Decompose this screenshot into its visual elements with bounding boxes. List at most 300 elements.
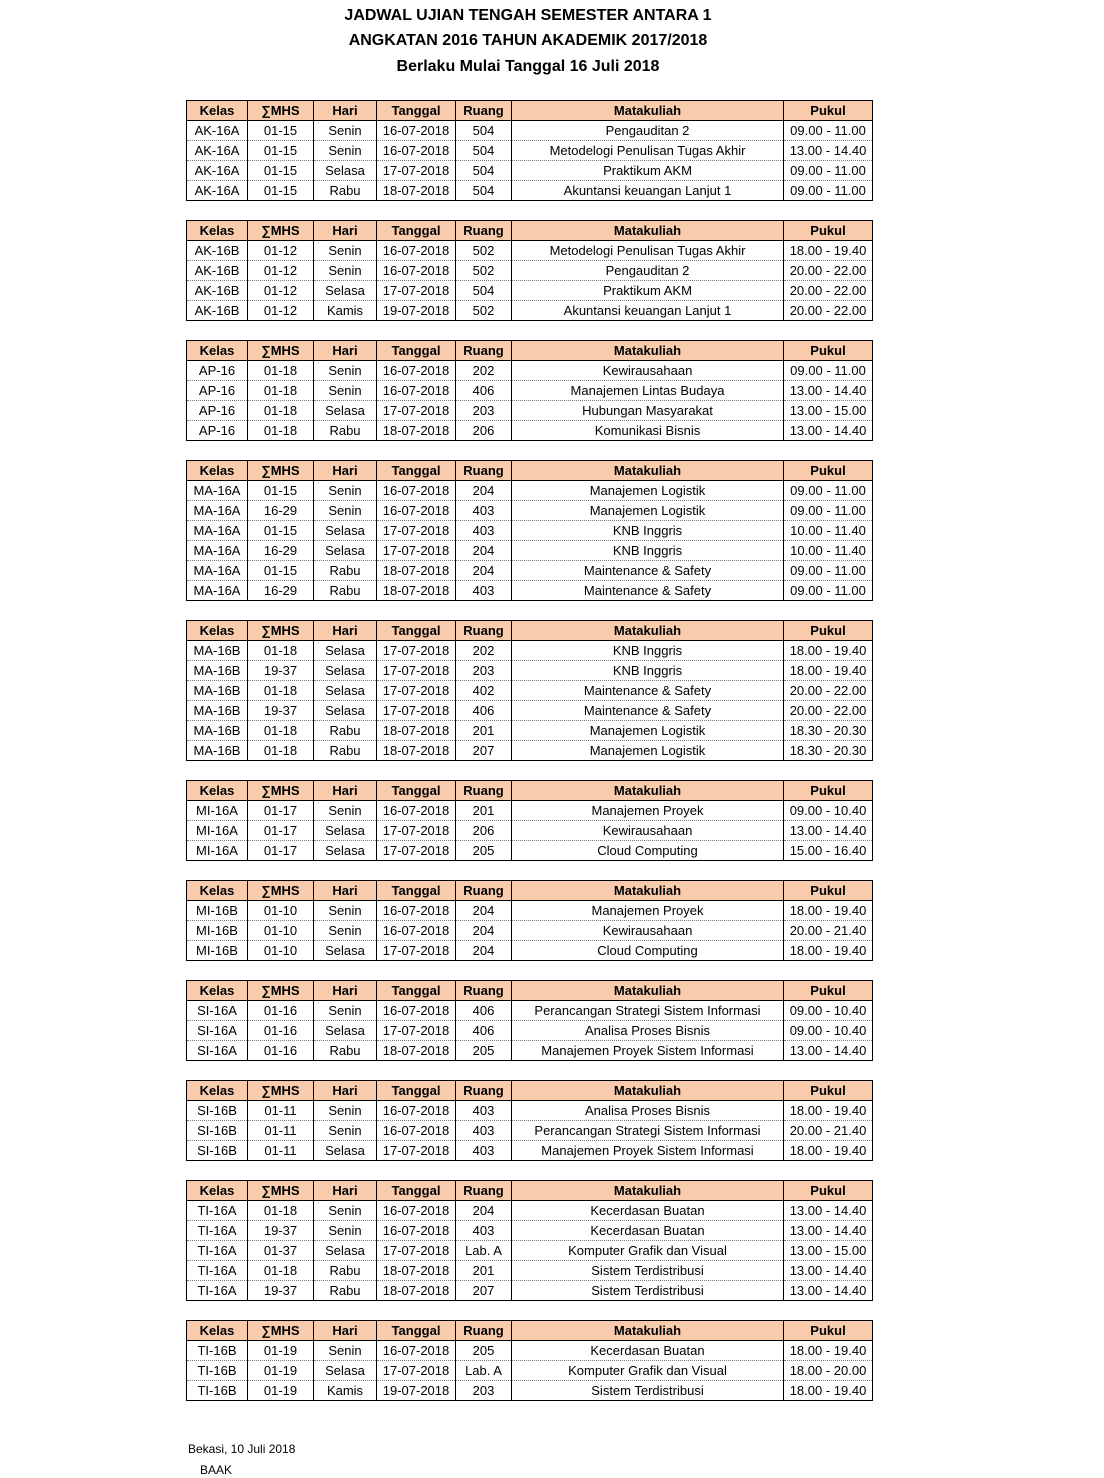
col-ruang-cell: 403 [456,1221,512,1241]
schedule-table [186,100,873,201]
table-header-row [187,981,873,1001]
header-col-pukul: Pukul [784,101,873,121]
header-col-matakuliah: Matakuliah [512,781,784,801]
col-matakuliah-cell: Kewirausahaan [512,361,784,381]
schedule-table [186,340,873,441]
table-row [187,681,873,701]
col-pukul-cell: 13.00 - 14.40 [784,141,873,161]
col-kelas-cell: AK-16B [187,241,248,261]
table-row [187,141,873,161]
col-pukul-cell: 13.00 - 14.40 [784,421,873,441]
header-col-tanggal: Tanggal [377,341,456,361]
effective-date: Berlaku Mulai Tanggal 16 Juli 2018 [396,58,660,75]
col-kelas-cell: AK-16B [187,301,248,321]
col-pukul-cell: 10.00 - 11.40 [784,541,873,561]
header-col-mhs: ∑MHS [248,101,314,121]
col-mhs-cell: 01-15 [248,161,314,181]
col-pukul-cell: 09.00 - 11.00 [784,181,873,201]
col-kelas-cell: MA-16A [187,521,248,541]
col-matakuliah-cell: Analisa Proses Bisnis [512,1101,784,1121]
table-row [187,521,873,541]
col-mhs-cell: 01-16 [248,1021,314,1041]
table-row [187,161,873,181]
header-col-matakuliah: Matakuliah [512,981,784,1001]
table-row [187,801,873,821]
col-ruang-cell: 204 [456,921,512,941]
header-col-matakuliah: Matakuliah [512,221,784,241]
col-hari-cell: Senin [314,1001,377,1021]
col-tanggal-cell: 16-07-2018 [377,921,456,941]
table-row [187,741,873,761]
col-matakuliah-cell: Manajemen Logistik [512,481,784,501]
header-col-ruang: Ruang [456,101,512,121]
col-hari-cell: Rabu [314,721,377,741]
col-hari-cell: Rabu [314,421,377,441]
col-pukul-cell: 09.00 - 10.40 [784,1021,873,1041]
header-col-hari: Hari [314,1321,377,1341]
col-hari-cell: Selasa [314,1141,377,1161]
col-mhs-cell: 01-12 [248,281,314,301]
header-col-matakuliah: Matakuliah [512,341,784,361]
col-ruang-cell: 504 [456,121,512,141]
col-hari-cell: Rabu [314,1261,377,1281]
table-row [187,641,873,661]
col-hari-cell: Senin [314,801,377,821]
col-kelas-cell: TI-16B [187,1381,248,1401]
col-kelas-cell: SI-16B [187,1141,248,1161]
table-row [187,921,873,941]
col-matakuliah-cell: Kecerdasan Buatan [512,1221,784,1241]
col-matakuliah-cell: Maintenance & Safety [512,561,784,581]
table-row [187,361,873,381]
header-col-pukul: Pukul [784,981,873,1001]
col-kelas-cell: MI-16B [187,921,248,941]
col-pukul-cell: 18.30 - 20.30 [784,741,873,761]
col-matakuliah-cell: KNB Inggris [512,661,784,681]
col-hari-cell: Selasa [314,1361,377,1381]
col-kelas-cell: AK-16B [187,281,248,301]
col-hari-cell: Senin [314,1121,377,1141]
col-mhs-cell: 01-10 [248,941,314,961]
col-matakuliah-cell: Manajemen Logistik [512,741,784,761]
col-mhs-cell: 01-11 [248,1101,314,1121]
col-hari-cell: Selasa [314,661,377,681]
col-kelas-cell: MA-16B [187,741,248,761]
col-pukul-cell: 09.00 - 11.00 [784,361,873,381]
col-ruang-cell: 206 [456,421,512,441]
col-pukul-cell: 09.00 - 11.00 [784,501,873,521]
header-col-mhs: ∑MHS [248,1081,314,1101]
col-pukul-cell: 18.00 - 19.40 [784,901,873,921]
document-title: JADWAL UJIAN TENGAH SEMESTER ANTARA 1 [344,7,712,24]
col-matakuliah-cell: Manajemen Lintas Budaya [512,381,784,401]
table-row [187,841,873,861]
col-matakuliah-cell: Komunikasi Bisnis [512,421,784,441]
col-pukul-cell: 09.00 - 11.00 [784,481,873,501]
header-col-pukul: Pukul [784,1081,873,1101]
table-header-row [187,101,873,121]
col-mhs-cell: 01-12 [248,241,314,261]
col-kelas-cell: SI-16B [187,1101,248,1121]
col-mhs-cell: 01-17 [248,821,314,841]
col-ruang-cell: 203 [456,1381,512,1401]
col-tanggal-cell: 17-07-2018 [377,1361,456,1381]
header-col-matakuliah: Matakuliah [512,461,784,481]
col-ruang-cell: 204 [456,901,512,921]
table-row [187,241,873,261]
col-kelas-cell: AK-16B [187,261,248,281]
col-hari-cell: Selasa [314,1021,377,1041]
col-tanggal-cell: 17-07-2018 [377,1021,456,1041]
header-col-hari: Hari [314,981,377,1001]
col-tanggal-cell: 17-07-2018 [377,841,456,861]
col-kelas-cell: MA-16A [187,541,248,561]
col-kelas-cell: TI-16A [187,1261,248,1281]
header-col-kelas: Kelas [187,341,248,361]
header-col-ruang: Ruang [456,1321,512,1341]
col-mhs-cell: 01-16 [248,1041,314,1061]
col-tanggal-cell: 16-07-2018 [377,1101,456,1121]
header-col-ruang: Ruang [456,781,512,801]
col-matakuliah-cell: Pengauditan 2 [512,261,784,281]
col-pukul-cell: 09.00 - 11.00 [784,121,873,141]
col-kelas-cell: TI-16A [187,1281,248,1301]
header-col-tanggal: Tanggal [377,1321,456,1341]
col-kelas-cell: MA-16B [187,681,248,701]
col-hari-cell: Senin [314,241,377,261]
col-hari-cell: Rabu [314,561,377,581]
col-hari-cell: Selasa [314,281,377,301]
col-pukul-cell: 13.00 - 15.00 [784,1241,873,1261]
col-kelas-cell: MA-16B [187,661,248,681]
col-hari-cell: Selasa [314,401,377,421]
col-pukul-cell: 13.00 - 14.40 [784,1041,873,1061]
col-pukul-cell: 20.00 - 22.00 [784,701,873,721]
col-ruang-cell: 403 [456,1141,512,1161]
col-ruang-cell: 204 [456,541,512,561]
table-row [187,401,873,421]
col-mhs-cell: 01-18 [248,641,314,661]
col-mhs-cell: 01-12 [248,301,314,321]
col-tanggal-cell: 17-07-2018 [377,661,456,681]
col-tanggal-cell: 16-07-2018 [377,121,456,141]
col-matakuliah-cell: KNB Inggris [512,541,784,561]
col-matakuliah-cell: Manajemen Logistik [512,721,784,741]
col-pukul-cell: 20.00 - 22.00 [784,281,873,301]
col-matakuliah-cell: Manajemen Proyek [512,801,784,821]
col-tanggal-cell: 18-07-2018 [377,1261,456,1281]
col-tanggal-cell: 17-07-2018 [377,1141,456,1161]
col-mhs-cell: 01-18 [248,721,314,741]
table-row [187,381,873,401]
col-tanggal-cell: 16-07-2018 [377,1341,456,1361]
col-pukul-cell: 09.00 - 11.00 [784,561,873,581]
header-col-mhs: ∑MHS [248,221,314,241]
col-hari-cell: Senin [314,381,377,401]
col-matakuliah-cell: Akuntansi keuangan Lanjut 1 [512,301,784,321]
col-matakuliah-cell: KNB Inggris [512,641,784,661]
header-col-tanggal: Tanggal [377,981,456,1001]
col-kelas-cell: MI-16A [187,801,248,821]
col-tanggal-cell: 18-07-2018 [377,741,456,761]
col-tanggal-cell: 18-07-2018 [377,181,456,201]
col-mhs-cell: 01-15 [248,141,314,161]
col-mhs-cell: 01-17 [248,841,314,861]
col-kelas-cell: AK-16A [187,121,248,141]
col-ruang-cell: 202 [456,641,512,661]
table-row [187,1121,873,1141]
col-tanggal-cell: 18-07-2018 [377,561,456,581]
col-ruang-cell: 203 [456,661,512,681]
col-pukul-cell: 09.00 - 10.40 [784,801,873,821]
col-tanggal-cell: 17-07-2018 [377,821,456,841]
col-ruang-cell: 206 [456,821,512,841]
header-col-tanggal: Tanggal [377,1081,456,1101]
col-kelas-cell: AP-16 [187,421,248,441]
table-row [187,281,873,301]
col-mhs-cell: 01-18 [248,361,314,381]
table-row [187,1101,873,1121]
col-hari-cell: Selasa [314,1241,377,1261]
schedule-table [186,620,873,761]
col-mhs-cell: 01-18 [248,741,314,761]
col-tanggal-cell: 18-07-2018 [377,721,456,741]
table-row [187,1341,873,1361]
header-col-pukul: Pukul [784,621,873,641]
col-hari-cell: Kamis [314,301,377,321]
header-col-kelas: Kelas [187,1081,248,1101]
col-matakuliah-cell: Komputer Grafik dan Visual [512,1241,784,1261]
col-pukul-cell: 09.00 - 11.00 [784,581,873,601]
table-row [187,481,873,501]
header-col-pukul: Pukul [784,341,873,361]
table-row [187,541,873,561]
col-kelas-cell: MA-16A [187,481,248,501]
col-mhs-cell: 01-18 [248,381,314,401]
col-mhs-cell: 01-10 [248,921,314,941]
header-col-tanggal: Tanggal [377,781,456,801]
col-kelas-cell: MA-16A [187,561,248,581]
col-mhs-cell: 01-15 [248,121,314,141]
header-col-pukul: Pukul [784,221,873,241]
col-pukul-cell: 18.00 - 19.40 [784,1381,873,1401]
header-col-kelas: Kelas [187,101,248,121]
col-ruang-cell: 204 [456,481,512,501]
col-tanggal-cell: 18-07-2018 [377,581,456,601]
header-col-hari: Hari [314,461,377,481]
col-kelas-cell: SI-16A [187,1021,248,1041]
col-matakuliah-cell: Pengauditan 2 [512,121,784,141]
header-col-mhs: ∑MHS [248,1181,314,1201]
col-ruang-cell: 202 [456,361,512,381]
schedule-table [186,1320,873,1401]
table-row [187,1001,873,1021]
col-ruang-cell: 504 [456,181,512,201]
col-pukul-cell: 13.00 - 14.40 [784,821,873,841]
header-col-tanggal: Tanggal [377,621,456,641]
col-matakuliah-cell: Manajemen Proyek Sistem Informasi [512,1141,784,1161]
table-row [187,661,873,681]
col-tanggal-cell: 19-07-2018 [377,301,456,321]
col-hari-cell: Senin [314,121,377,141]
header-col-ruang: Ruang [456,1181,512,1201]
table-row [187,501,873,521]
col-pukul-cell: 09.00 - 11.00 [784,161,873,181]
col-matakuliah-cell: Akuntansi keuangan Lanjut 1 [512,181,784,201]
col-mhs-cell: 01-16 [248,1001,314,1021]
table-row [187,261,873,281]
col-kelas-cell: SI-16B [187,1121,248,1141]
header-col-ruang: Ruang [456,341,512,361]
col-mhs-cell: 16-29 [248,541,314,561]
col-mhs-cell: 19-37 [248,701,314,721]
col-pukul-cell: 10.00 - 11.40 [784,521,873,541]
col-kelas-cell: TI-16A [187,1241,248,1261]
col-tanggal-cell: 18-07-2018 [377,421,456,441]
col-tanggal-cell: 19-07-2018 [377,1381,456,1401]
col-ruang-cell: 205 [456,1341,512,1361]
col-mhs-cell: 01-11 [248,1121,314,1141]
col-ruang-cell: 207 [456,1281,512,1301]
col-matakuliah-cell: Perancangan Strategi Sistem Informasi [512,1121,784,1141]
col-kelas-cell: AP-16 [187,381,248,401]
col-mhs-cell: 01-11 [248,1141,314,1161]
table-row [187,1361,873,1381]
header-col-pukul: Pukul [784,461,873,481]
col-tanggal-cell: 16-07-2018 [377,261,456,281]
col-hari-cell: Rabu [314,741,377,761]
table-header-row [187,221,873,241]
header-col-ruang: Ruang [456,461,512,481]
col-pukul-cell: 18.30 - 20.30 [784,721,873,741]
col-ruang-cell: 204 [456,1201,512,1221]
col-tanggal-cell: 16-07-2018 [377,1201,456,1221]
col-mhs-cell: 01-18 [248,1201,314,1221]
schedule-table [186,980,873,1061]
table-header-row [187,1181,873,1201]
col-tanggal-cell: 17-07-2018 [377,701,456,721]
col-tanggal-cell: 16-07-2018 [377,241,456,261]
col-hari-cell: Senin [314,1221,377,1241]
col-matakuliah-cell: Hubungan Masyarakat [512,401,784,421]
col-ruang-cell: 204 [456,941,512,961]
table-row [187,1261,873,1281]
col-mhs-cell: 01-19 [248,1341,314,1361]
col-ruang-cell: 402 [456,681,512,701]
col-tanggal-cell: 16-07-2018 [377,481,456,501]
col-matakuliah-cell: Kecerdasan Buatan [512,1201,784,1221]
col-hari-cell: Selasa [314,541,377,561]
col-hari-cell: Senin [314,261,377,281]
header-col-pukul: Pukul [784,881,873,901]
header-col-mhs: ∑MHS [248,461,314,481]
header-col-kelas: Kelas [187,1321,248,1341]
col-hari-cell: Kamis [314,1381,377,1401]
col-ruang-cell: 203 [456,401,512,421]
header-col-kelas: Kelas [187,1181,248,1201]
col-mhs-cell: 16-29 [248,501,314,521]
col-matakuliah-cell: Manajemen Proyek Sistem Informasi [512,1041,784,1061]
col-matakuliah-cell: Sistem Terdistribusi [512,1381,784,1401]
col-matakuliah-cell: Kewirausahaan [512,921,784,941]
table-row [187,721,873,741]
col-matakuliah-cell: Kewirausahaan [512,821,784,841]
header-col-matakuliah: Matakuliah [512,1321,784,1341]
header-col-kelas: Kelas [187,621,248,641]
footer-place-date: Bekasi, 10 Juli 2018 [188,1442,296,1456]
header-col-mhs: ∑MHS [248,621,314,641]
col-tanggal-cell: 17-07-2018 [377,281,456,301]
col-matakuliah-cell: Metodelogi Penulisan Tugas Akhir [512,241,784,261]
col-matakuliah-cell: Cloud Computing [512,941,784,961]
col-hari-cell: Selasa [314,841,377,861]
col-tanggal-cell: 16-07-2018 [377,1221,456,1241]
col-ruang-cell: 406 [456,701,512,721]
col-matakuliah-cell: Perancangan Strategi Sistem Informasi [512,1001,784,1021]
col-mhs-cell: 19-37 [248,1281,314,1301]
col-ruang-cell: 502 [456,241,512,261]
col-pukul-cell: 18.00 - 19.40 [784,241,873,261]
table-row [187,301,873,321]
col-mhs-cell: 01-37 [248,1241,314,1261]
table-row [187,1141,873,1161]
col-hari-cell: Senin [314,1101,377,1121]
schedule-table [186,460,873,601]
col-hari-cell: Selasa [314,941,377,961]
col-ruang-cell: 504 [456,161,512,181]
header-col-mhs: ∑MHS [248,981,314,1001]
col-hari-cell: Selasa [314,821,377,841]
header-col-kelas: Kelas [187,981,248,1001]
col-mhs-cell: 01-18 [248,1261,314,1281]
col-tanggal-cell: 16-07-2018 [377,901,456,921]
col-kelas-cell: MA-16B [187,641,248,661]
col-ruang-cell: Lab. A [456,1241,512,1261]
table-row [187,701,873,721]
table-row [187,581,873,601]
header-col-hari: Hari [314,1181,377,1201]
col-tanggal-cell: 17-07-2018 [377,521,456,541]
col-kelas-cell: MA-16B [187,721,248,741]
table-row [187,181,873,201]
schedule-table [186,1080,873,1161]
col-hari-cell: Selasa [314,701,377,721]
col-hari-cell: Senin [314,481,377,501]
col-hari-cell: Selasa [314,641,377,661]
col-ruang-cell: 403 [456,1101,512,1121]
col-pukul-cell: 18.00 - 19.40 [784,661,873,681]
col-mhs-cell: 01-18 [248,421,314,441]
col-tanggal-cell: 17-07-2018 [377,941,456,961]
col-kelas-cell: MA-16B [187,701,248,721]
col-ruang-cell: 403 [456,581,512,601]
header-col-ruang: Ruang [456,881,512,901]
col-kelas-cell: TI-16B [187,1361,248,1381]
header-col-hari: Hari [314,621,377,641]
header-col-mhs: ∑MHS [248,781,314,801]
header-col-pukul: Pukul [784,1321,873,1341]
header-col-kelas: Kelas [187,461,248,481]
col-pukul-cell: 20.00 - 22.00 [784,681,873,701]
document-subtitle: ANGKATAN 2016 TAHUN AKADEMIK 2017/2018 [348,32,708,49]
col-pukul-cell: 09.00 - 10.40 [784,1001,873,1021]
col-ruang-cell: Lab. A [456,1361,512,1381]
header-col-hari: Hari [314,341,377,361]
col-matakuliah-cell: Analisa Proses Bisnis [512,1021,784,1041]
col-tanggal-cell: 16-07-2018 [377,381,456,401]
header-col-hari: Hari [314,781,377,801]
col-matakuliah-cell: Cloud Computing [512,841,784,861]
